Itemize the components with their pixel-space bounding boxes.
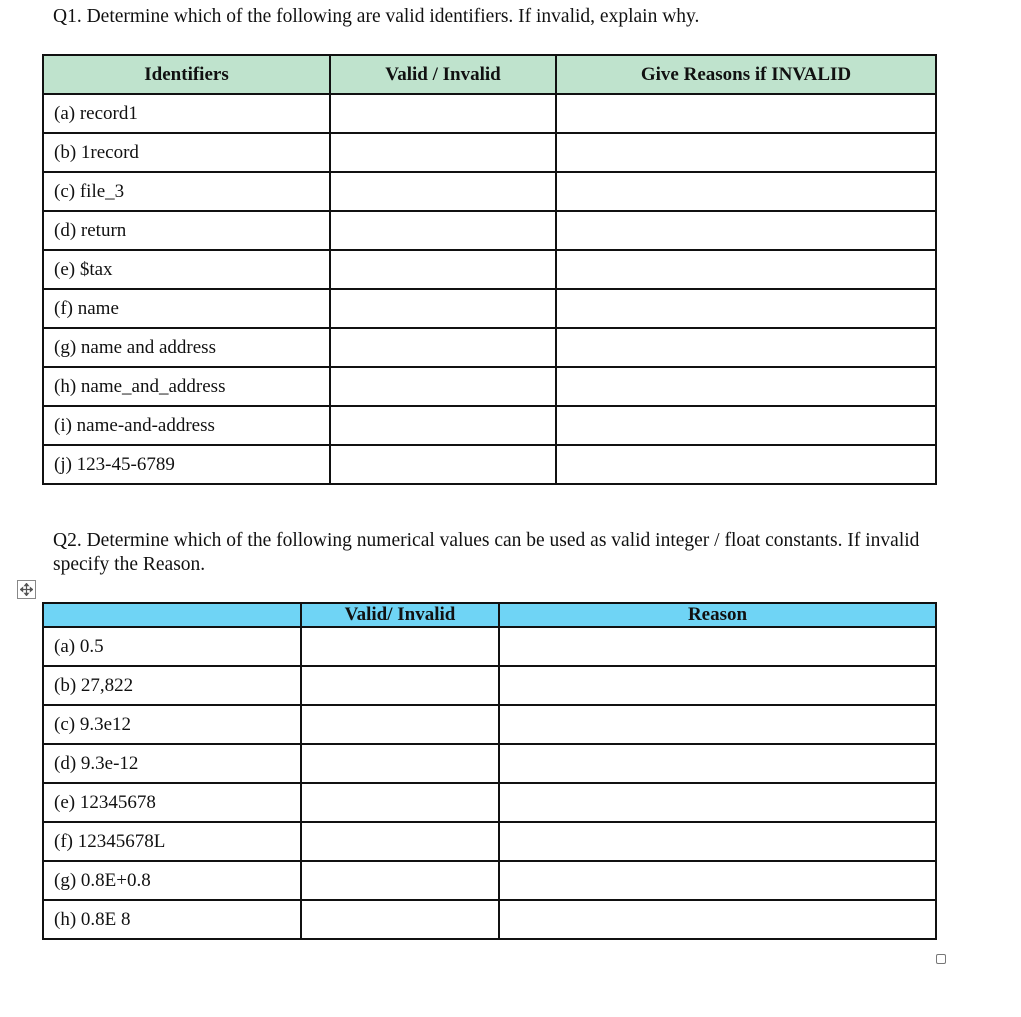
row-label: (c) 9.3e12 [43, 705, 301, 744]
reason-cell[interactable] [556, 211, 936, 250]
table-row [43, 289, 936, 328]
valid-invalid-cell[interactable] [330, 94, 556, 133]
identifiers-table [42, 54, 937, 485]
valid-invalid-cell[interactable] [301, 783, 499, 822]
table-row [43, 328, 936, 367]
reason-cell[interactable] [499, 783, 936, 822]
row-label: (e) $tax [43, 250, 330, 289]
row-label: (b) 27,822 [43, 666, 301, 705]
q2-question: Q2. Determine which of the following numerical values can be used as valid integer / float constants. If invalid specify the Reason. [53, 530, 920, 575]
table-row [43, 211, 936, 250]
valid-invalid-cell[interactable] [301, 900, 499, 939]
valid-invalid-cell[interactable] [301, 627, 499, 666]
row-label: (g) 0.8E+0.8 [43, 861, 301, 900]
valid-invalid-cell[interactable] [330, 172, 556, 211]
reason-cell[interactable] [556, 94, 936, 133]
row-label: (g) name and address [43, 328, 330, 367]
row-label: (c) file_3 [43, 172, 330, 211]
table-row [43, 445, 936, 484]
table-row [43, 744, 936, 783]
valid-invalid-cell[interactable] [330, 367, 556, 406]
header-identifiers: Identifiers [43, 55, 330, 94]
row-label: (e) 12345678 [43, 783, 301, 822]
reason-cell[interactable] [556, 133, 936, 172]
numerical-values-table [42, 602, 937, 940]
valid-invalid-cell[interactable] [330, 445, 556, 484]
reason-cell[interactable] [556, 172, 936, 211]
header-reason: Reason [499, 603, 936, 627]
row-label: (a) record1 [43, 94, 330, 133]
table-header-row [43, 603, 936, 627]
reason-cell[interactable] [556, 250, 936, 289]
table-row [43, 705, 936, 744]
row-label: (d) return [43, 211, 330, 250]
resize-handle-icon[interactable] [936, 954, 946, 964]
valid-invalid-cell[interactable] [330, 211, 556, 250]
header-valid-invalid: Valid / Invalid [330, 55, 556, 94]
row-label: (b) 1record [43, 133, 330, 172]
reason-cell[interactable] [499, 744, 936, 783]
valid-invalid-cell[interactable] [330, 250, 556, 289]
header-valid-invalid: Valid/ Invalid [301, 603, 499, 627]
row-label: (h) 0.8E 8 [43, 900, 301, 939]
valid-invalid-cell[interactable] [301, 744, 499, 783]
reason-cell[interactable] [499, 666, 936, 705]
reason-cell[interactable] [499, 822, 936, 861]
table-row [43, 367, 936, 406]
table-row [43, 133, 936, 172]
q1-question: Q1. Determine which of the following are valid identifiers. If invalid, explain why. [53, 6, 700, 27]
table-row [43, 861, 936, 900]
header-reasons: Give Reasons if INVALID [556, 55, 936, 94]
valid-invalid-cell[interactable] [330, 133, 556, 172]
table-row [43, 900, 936, 939]
valid-invalid-cell[interactable] [330, 406, 556, 445]
valid-invalid-cell[interactable] [330, 328, 556, 367]
header-value [43, 603, 301, 627]
row-label: (d) 9.3e-12 [43, 744, 301, 783]
reason-cell[interactable] [499, 627, 936, 666]
row-label: (f) name [43, 289, 330, 328]
table-row [43, 666, 936, 705]
valid-invalid-cell[interactable] [301, 666, 499, 705]
row-label: (i) name-and-address [43, 406, 330, 445]
table-move-handle[interactable] [17, 580, 36, 599]
row-label: (j) 123-45-6789 [43, 445, 330, 484]
reason-cell[interactable] [499, 705, 936, 744]
table-row [43, 783, 936, 822]
valid-invalid-cell[interactable] [301, 705, 499, 744]
valid-invalid-cell[interactable] [301, 861, 499, 900]
table-row [43, 250, 936, 289]
table-row [43, 406, 936, 445]
table-row [43, 822, 936, 861]
reason-cell[interactable] [499, 900, 936, 939]
reason-cell[interactable] [499, 861, 936, 900]
reason-cell[interactable] [556, 367, 936, 406]
reason-cell[interactable] [556, 445, 936, 484]
table-row [43, 94, 936, 133]
reason-cell[interactable] [556, 328, 936, 367]
table-row [43, 172, 936, 211]
row-label: (f) 12345678L [43, 822, 301, 861]
reason-cell[interactable] [556, 289, 936, 328]
table-header-row [43, 55, 936, 94]
valid-invalid-cell[interactable] [301, 822, 499, 861]
table-row [43, 627, 936, 666]
valid-invalid-cell[interactable] [330, 289, 556, 328]
reason-cell[interactable] [556, 406, 936, 445]
row-label: (h) name_and_address [43, 367, 330, 406]
row-label: (a) 0.5 [43, 627, 301, 666]
move-arrows-icon [20, 583, 33, 596]
